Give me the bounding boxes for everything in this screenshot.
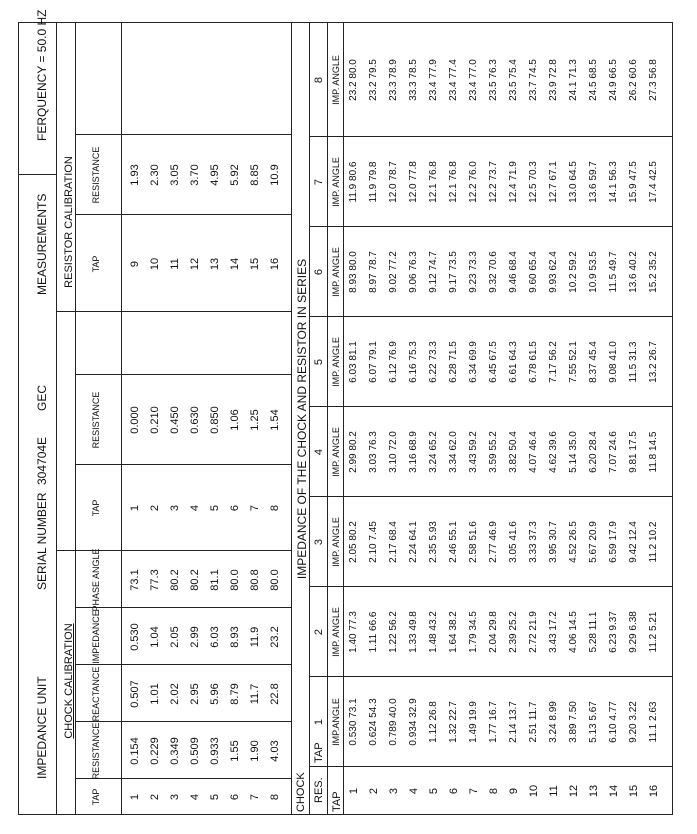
series-cell: 15.2 35.2	[648, 251, 659, 293]
series-cell: 5.13 5.67	[588, 701, 599, 743]
resistor-cell: 5.92	[229, 164, 241, 186]
grid-line	[75, 214, 291, 215]
resistor-col-header: RESISTANCE	[91, 146, 101, 204]
series-res-tap: 11	[548, 785, 560, 797]
series-cell: 9.81 17.5	[628, 431, 639, 473]
series-cell: 6.10 4.77	[608, 701, 619, 743]
serial-number-value: 304704E	[35, 436, 49, 485]
resistor-cell: 10.9	[269, 164, 281, 186]
grid-line	[327, 22, 328, 815]
choke-cell: 23.2	[269, 626, 281, 648]
series-cell: 6.20 28.4	[588, 431, 599, 473]
choke-cell: 80.0	[269, 569, 281, 591]
series-cell: 13.6 59.7	[588, 161, 599, 203]
series-res-tap: 9	[508, 787, 520, 795]
resistor-cell: 1.93	[129, 164, 141, 186]
series-cell: 11.8 14.5	[648, 431, 659, 473]
series-cell: 13.0 64.5	[568, 161, 579, 203]
choke-cell: 22.8	[269, 683, 281, 705]
series-col-header: IMP. ANGLE	[331, 607, 341, 657]
series-cell: 3.03 76.3	[368, 431, 379, 473]
series-cell: 2.04 29.8	[488, 611, 499, 653]
series-cell: 1.33 49.8	[408, 611, 419, 653]
resistor-tap: 3	[169, 504, 181, 512]
resistor-cell: 0.850	[209, 406, 221, 434]
series-cell: 11.5 31.3	[628, 341, 639, 383]
series-cell: 23.9 72.8	[548, 59, 559, 101]
series-cell: 6.28 71.5	[448, 341, 459, 383]
series-cell: 12.0 78.7	[388, 161, 399, 203]
series-cell: 23.3 78.9	[388, 59, 399, 101]
resistor-col-header: RESISTANCE	[91, 391, 101, 449]
series-cell: 1.32 22.7	[448, 701, 459, 743]
resistor-tap: 7	[249, 504, 261, 512]
resistor-tap: 2	[149, 504, 161, 512]
series-cell: 2.39 25.2	[508, 611, 519, 653]
series-res-tap: 10	[528, 784, 540, 798]
series-table-title: IMPEDANCE OF THE CHOCK AND RESISTOR IN SERIES	[295, 258, 309, 580]
choke-cell: 73.1	[129, 569, 141, 591]
series-cell: 6.16 75.3	[408, 341, 419, 383]
series-cell: 1.12 26.8	[428, 701, 439, 743]
grid-line	[75, 311, 291, 312]
choke-cell: 2.99	[189, 626, 201, 648]
series-cell: 6.45 67.5	[488, 341, 499, 383]
choke-cell: 0.154	[129, 737, 141, 765]
series-cell: 9.32 70.6	[488, 251, 499, 293]
series-cell: 6.07 79.1	[368, 341, 379, 383]
series-cell: 8.93 80.0	[348, 251, 359, 293]
choke-cell: 1.04	[149, 626, 161, 648]
series-cell: 6.78 61.5	[528, 341, 539, 383]
series-cell: 9.17 73.5	[448, 251, 459, 293]
series-res-tap: 2	[368, 787, 380, 795]
grid-line	[75, 374, 291, 375]
series-cell: 11.5 49.7	[608, 251, 619, 293]
resistor-col-header: TAP	[91, 499, 101, 517]
series-cell: 3.43 17.2	[548, 611, 559, 653]
choke-col-header: PHASE ANGLE	[91, 548, 101, 612]
series-cell: 4.52 26.5	[568, 521, 579, 563]
series-choke-tap: 1	[313, 718, 325, 726]
series-cell: 2.46 55.1	[448, 521, 459, 563]
series-cell: 7.55 52.1	[568, 341, 579, 383]
series-res-tap: 1	[348, 787, 360, 795]
series-cell: 17.4 42.5	[648, 161, 659, 203]
choke-cell: 5.96	[209, 683, 221, 705]
series-col-header: IMP. ANGLE	[331, 337, 341, 387]
series-cell: 6.61 64.3	[508, 341, 519, 383]
series-choke-tap: 6	[313, 268, 325, 276]
series-cell: 2.14 13.7	[508, 701, 519, 743]
choke-col-header: TAP	[91, 788, 101, 806]
res-label: RES.	[313, 777, 325, 803]
series-cell: 9.02 77.2	[388, 251, 399, 293]
choke-cell: 4.03	[269, 740, 281, 762]
resistor-tap: 8	[269, 504, 281, 512]
choke-cell: 8.79	[229, 683, 241, 705]
series-cell: 4.07 46.4	[528, 431, 539, 473]
series-cell: 11.1 2.63	[648, 701, 659, 743]
series-cell: 9.60 65.4	[528, 251, 539, 293]
choke-cell: 80.2	[169, 569, 181, 591]
series-res-tap: 15	[628, 784, 640, 798]
resistor-tap: 9	[129, 260, 141, 268]
resistor-cell: 3.70	[189, 164, 201, 186]
series-cell: 23.4 77.0	[468, 59, 479, 101]
series-cell: 14.1 56.3	[608, 161, 619, 203]
grid-line	[75, 464, 291, 465]
series-cell: 11.2 10.2	[648, 521, 659, 563]
resistor-cell: 1.54	[269, 409, 281, 431]
grid-line	[75, 22, 76, 551]
choke-tap: 2	[149, 793, 161, 801]
grid-line	[309, 586, 673, 587]
choke-cell: 2.95	[189, 683, 201, 705]
choke-cell: 80.8	[249, 569, 261, 591]
series-cell: 9.08 41.0	[608, 341, 619, 383]
table-frame	[18, 22, 673, 815]
choke-cell: 0.509	[189, 737, 201, 765]
series-cell: 15.9 47.5	[628, 161, 639, 203]
series-cell: 9.06 76.3	[408, 251, 419, 293]
series-cell: 3.34 62.0	[448, 431, 459, 473]
resistor-tap: 1	[129, 504, 141, 512]
series-cell: 9.42 12.4	[628, 521, 639, 563]
series-cell: 2.17 68.4	[388, 521, 399, 563]
grid-line	[309, 676, 673, 677]
series-cell: 1.40 77.3	[348, 611, 359, 653]
grid-line	[75, 664, 291, 665]
series-cell: 12.0 77.8	[408, 161, 419, 203]
grid-line	[121, 22, 122, 815]
series-cell: 9.46 68.4	[508, 251, 519, 293]
series-cell: 7.07 24.6	[608, 431, 619, 473]
resistor-col-header: TAP	[91, 255, 101, 273]
series-cell: 5.14 35.0	[568, 431, 579, 473]
series-cell: 6.12 76.9	[388, 341, 399, 383]
series-res-tap: 12	[568, 784, 580, 798]
series-cell: 3.89 7.50	[568, 701, 579, 743]
measurement-sheet	[18, 9, 673, 815]
series-col-header: IMP. ANGLE	[331, 157, 341, 207]
resistor-tap: 14	[229, 257, 241, 271]
series-cell: 8.37 45.4	[588, 341, 599, 383]
series-cell: 0.934 32.9	[408, 698, 419, 746]
series-res-tap: 4	[408, 787, 420, 795]
series-cell: 6.59 17.9	[608, 521, 619, 563]
series-cell: 26.2 60.6	[628, 59, 639, 101]
series-cell: 11.9 80.6	[348, 161, 359, 203]
series-cell: 8.97 78.7	[368, 251, 379, 293]
series-cell: 3.24 65.2	[428, 431, 439, 473]
series-cell: 1.49 19.9	[468, 701, 479, 743]
series-cell: 12.7 67.1	[548, 161, 559, 203]
series-cell: 3.59 55.2	[488, 431, 499, 473]
choke-cell: 0.349	[169, 737, 181, 765]
choke-cell: 2.05	[169, 626, 181, 648]
series-cell: 9.93 62.4	[548, 251, 559, 293]
choke-tap: 3	[169, 793, 181, 801]
choke-cell: 0.507	[129, 680, 141, 708]
choke-calibration-title: CHOCK CALIBRATION	[63, 623, 75, 739]
resistor-tap: 10	[149, 257, 161, 271]
series-cell: 2.77 46.9	[488, 521, 499, 563]
series-cell: 24.5 68.5	[588, 59, 599, 101]
choke-label: CHOCK	[295, 772, 307, 812]
choke-cell: 6.03	[209, 626, 221, 648]
series-cell: 0.789 40.0	[388, 698, 399, 746]
series-res-tap: 14	[608, 784, 620, 798]
series-cell: 2.58 51.6	[468, 521, 479, 563]
series-cell: 13.2 26.7	[648, 341, 659, 383]
series-cell: 27.3 56.8	[648, 59, 659, 101]
series-cell: 23.2 80.0	[348, 59, 359, 101]
choke-tap: 7	[249, 793, 261, 801]
series-cell: 2.24 64.1	[408, 521, 419, 563]
grid-line	[309, 226, 673, 227]
series-choke-tap: 8	[313, 76, 325, 84]
choke-tap: 1	[129, 793, 141, 801]
series-res-tap: 8	[488, 787, 500, 795]
resistor-calibration-title: RESISTOR CALIBRATION	[63, 156, 75, 288]
resistor-cell: 0.630	[189, 406, 201, 434]
series-cell: 23.4 77.4	[448, 59, 459, 101]
series-cell: 24.1 71.3	[568, 59, 579, 101]
grid-line	[309, 406, 673, 407]
series-cell: 23.7 74.5	[528, 59, 539, 101]
series-choke-tap: 2	[313, 628, 325, 636]
grid-line	[56, 22, 57, 815]
grid-line	[18, 174, 56, 175]
grid-line	[309, 22, 310, 815]
choke-cell: 80.2	[189, 569, 201, 591]
choke-cell: 11.9	[249, 626, 261, 648]
series-cell: 1.64 38.2	[448, 611, 459, 653]
series-cell: 12.2 73.7	[488, 161, 499, 203]
series-cell: 11.9 79.8	[368, 161, 379, 203]
choke-cell: 0.530	[129, 623, 141, 651]
series-cell: 6.03 81.1	[348, 341, 359, 383]
series-cell: 6.34 69.9	[468, 341, 479, 383]
series-col-header: IMP. ANGLE	[331, 427, 341, 477]
series-cell: 1.22 56.2	[388, 611, 399, 653]
resistor-tap: 15	[249, 257, 261, 271]
tap-row-label: TAP	[331, 791, 343, 812]
series-cell: 12.4 71.9	[508, 161, 519, 203]
resistor-tap: 16	[269, 257, 281, 271]
choke-tap: 8	[269, 793, 281, 801]
resistor-tap: 4	[189, 504, 201, 512]
series-cell: 11.2 5.21	[648, 611, 659, 653]
series-cell: 3.33 37.3	[528, 521, 539, 563]
series-cell: 2.10 7.45	[368, 521, 379, 563]
grid-line	[75, 551, 76, 815]
resistor-cell: 8.85	[249, 164, 261, 186]
series-cell: 7.17 56.2	[548, 341, 559, 383]
choke-cell: 2.02	[169, 683, 181, 705]
series-cell: 3.10 72.0	[388, 431, 399, 473]
grid-line	[75, 721, 291, 722]
series-cell: 12.1 76.8	[448, 161, 459, 203]
choke-cell: 0.933	[209, 737, 221, 765]
resistor-tap: 6	[229, 504, 241, 512]
choke-tap: 5	[209, 793, 221, 801]
series-cell: 9.23 73.3	[468, 251, 479, 293]
grid-line	[343, 22, 344, 815]
choke-col-header: REACTANCE	[91, 666, 101, 722]
series-cell: 3.95 30.7	[548, 521, 559, 563]
series-cell: 3.05 41.6	[508, 521, 519, 563]
series-cell: 1.11 66.6	[368, 611, 379, 653]
resistor-cell: 2.30	[149, 164, 161, 186]
choke-cell: 8.93	[229, 626, 241, 648]
grid-line	[75, 607, 291, 608]
grid-line	[309, 136, 673, 137]
series-cell: 23.2 79.5	[368, 59, 379, 101]
series-cell: 13.6 40.2	[628, 251, 639, 293]
impedance-unit-label: IMPEDANCE UNIT	[35, 676, 49, 779]
resistor-cell: 0.450	[169, 406, 181, 434]
measurements-label: MEASUREMENTS	[35, 193, 49, 295]
grid-line	[75, 134, 291, 135]
grid-line	[309, 316, 673, 317]
series-cell: 3.16 68.9	[408, 431, 419, 473]
series-cell: 2.35 5.93	[428, 521, 439, 563]
choke-tap: 6	[229, 793, 241, 801]
choke-cell: 1.90	[249, 740, 261, 762]
resistor-tap: 12	[189, 257, 201, 271]
series-res-tap: 13	[588, 784, 600, 798]
choke-cell: 81.1	[209, 569, 221, 591]
resistor-cell: 3.05	[169, 164, 181, 186]
series-cell: 12.1 76.8	[428, 161, 439, 203]
choke-cell: 0.229	[149, 737, 161, 765]
org-label: GEC	[35, 384, 49, 411]
series-cell: 4.06 14.5	[568, 611, 579, 653]
series-cell: 23.4 77.9	[428, 59, 439, 101]
series-cell: 6.22 73.3	[428, 341, 439, 383]
series-res-tap: 7	[468, 787, 480, 795]
choke-cell: 80.0	[229, 569, 241, 591]
resistor-cell: 1.06	[229, 409, 241, 431]
resistor-cell: 0.210	[149, 406, 161, 434]
series-cell: 24.9 66.5	[608, 59, 619, 101]
resistor-tap: 13	[209, 257, 221, 271]
resistor-tap: 11	[169, 258, 181, 270]
choke-cell: 1.55	[229, 740, 241, 762]
choke-cell: 11.7	[249, 683, 261, 705]
series-cell: 1.48 43.2	[428, 611, 439, 653]
resistor-cell: 4.95	[209, 164, 221, 186]
series-cell: 3.82 50.4	[508, 431, 519, 473]
series-cell: 33.3 78.5	[408, 59, 419, 101]
series-choke-tap: 5	[313, 358, 325, 366]
series-cell: 12.5 70.3	[528, 161, 539, 203]
serial-number-label: SERIAL NUMBER	[35, 492, 49, 590]
series-col-header: IMP.ANGLE	[331, 698, 341, 746]
series-cell: 3.24 8.99	[548, 701, 559, 743]
series-res-tap: 16	[648, 784, 660, 798]
series-cell: 2.72 21.9	[528, 611, 539, 653]
choke-cell: 1.01	[149, 683, 161, 705]
series-choke-tap: 3	[313, 538, 325, 546]
series-cell: 2.51 11.7	[528, 701, 539, 743]
series-cell: 4.62 39.6	[548, 431, 559, 473]
series-cell: 2.99 80.2	[348, 431, 359, 473]
series-col-header: IMP. ANGLE	[331, 55, 341, 105]
series-cell: 23.5 75.4	[508, 59, 519, 101]
choke-cell: 77.3	[149, 569, 161, 591]
series-cell: 9.12 74.7	[428, 251, 439, 293]
series-cell: 10.2 59.2	[568, 251, 579, 293]
frequency-label: FERQUENCY = 50.0 HZ	[35, 9, 49, 141]
series-cell: 0.624 54.3	[368, 698, 379, 746]
series-res-tap: 3	[388, 787, 400, 795]
series-col-header: IMP. ANGLE	[331, 247, 341, 297]
series-cell: 1.77 16.7	[488, 701, 499, 743]
grid-line	[309, 766, 673, 767]
series-cell: 1.79 34.5	[468, 611, 479, 653]
series-res-tap: 5	[428, 787, 440, 795]
choke-col-header: IMPEDANCE	[91, 610, 101, 664]
series-res-tap: 6	[448, 787, 460, 795]
series-cell: 3.43 59.2	[468, 431, 479, 473]
resistor-tap: 5	[209, 504, 221, 512]
series-col-header: IMP. ANGLE	[331, 517, 341, 567]
series-cell: 23.5 76.3	[488, 59, 499, 101]
resistor-cell: 1.25	[249, 409, 261, 431]
series-cell: 12.2 76.0	[468, 161, 479, 203]
grid-line	[291, 22, 292, 815]
series-cell: 0.530 73.1	[348, 698, 359, 746]
series-choke-tap: 4	[313, 448, 325, 456]
series-cell: 9.20 3.22	[628, 701, 639, 743]
series-cell: 10.9 53.5	[588, 251, 599, 293]
series-choke-tap: 7	[313, 178, 325, 186]
choke-tap: 4	[189, 793, 201, 801]
series-cell: 9.29 6.38	[628, 611, 639, 653]
grid-line	[75, 778, 291, 779]
series-cell: 2.05 80.2	[348, 521, 359, 563]
series-cell: 6.23 9.37	[608, 611, 619, 653]
choke-col-header: RESISTANCE	[91, 722, 101, 780]
series-cell: 5.28 11.1	[588, 611, 599, 653]
resistor-cell: 0.000	[129, 406, 141, 434]
series-cell: 5.67 20.9	[588, 521, 599, 563]
choke-tap-label: TAP	[313, 742, 325, 763]
grid-line	[309, 496, 673, 497]
